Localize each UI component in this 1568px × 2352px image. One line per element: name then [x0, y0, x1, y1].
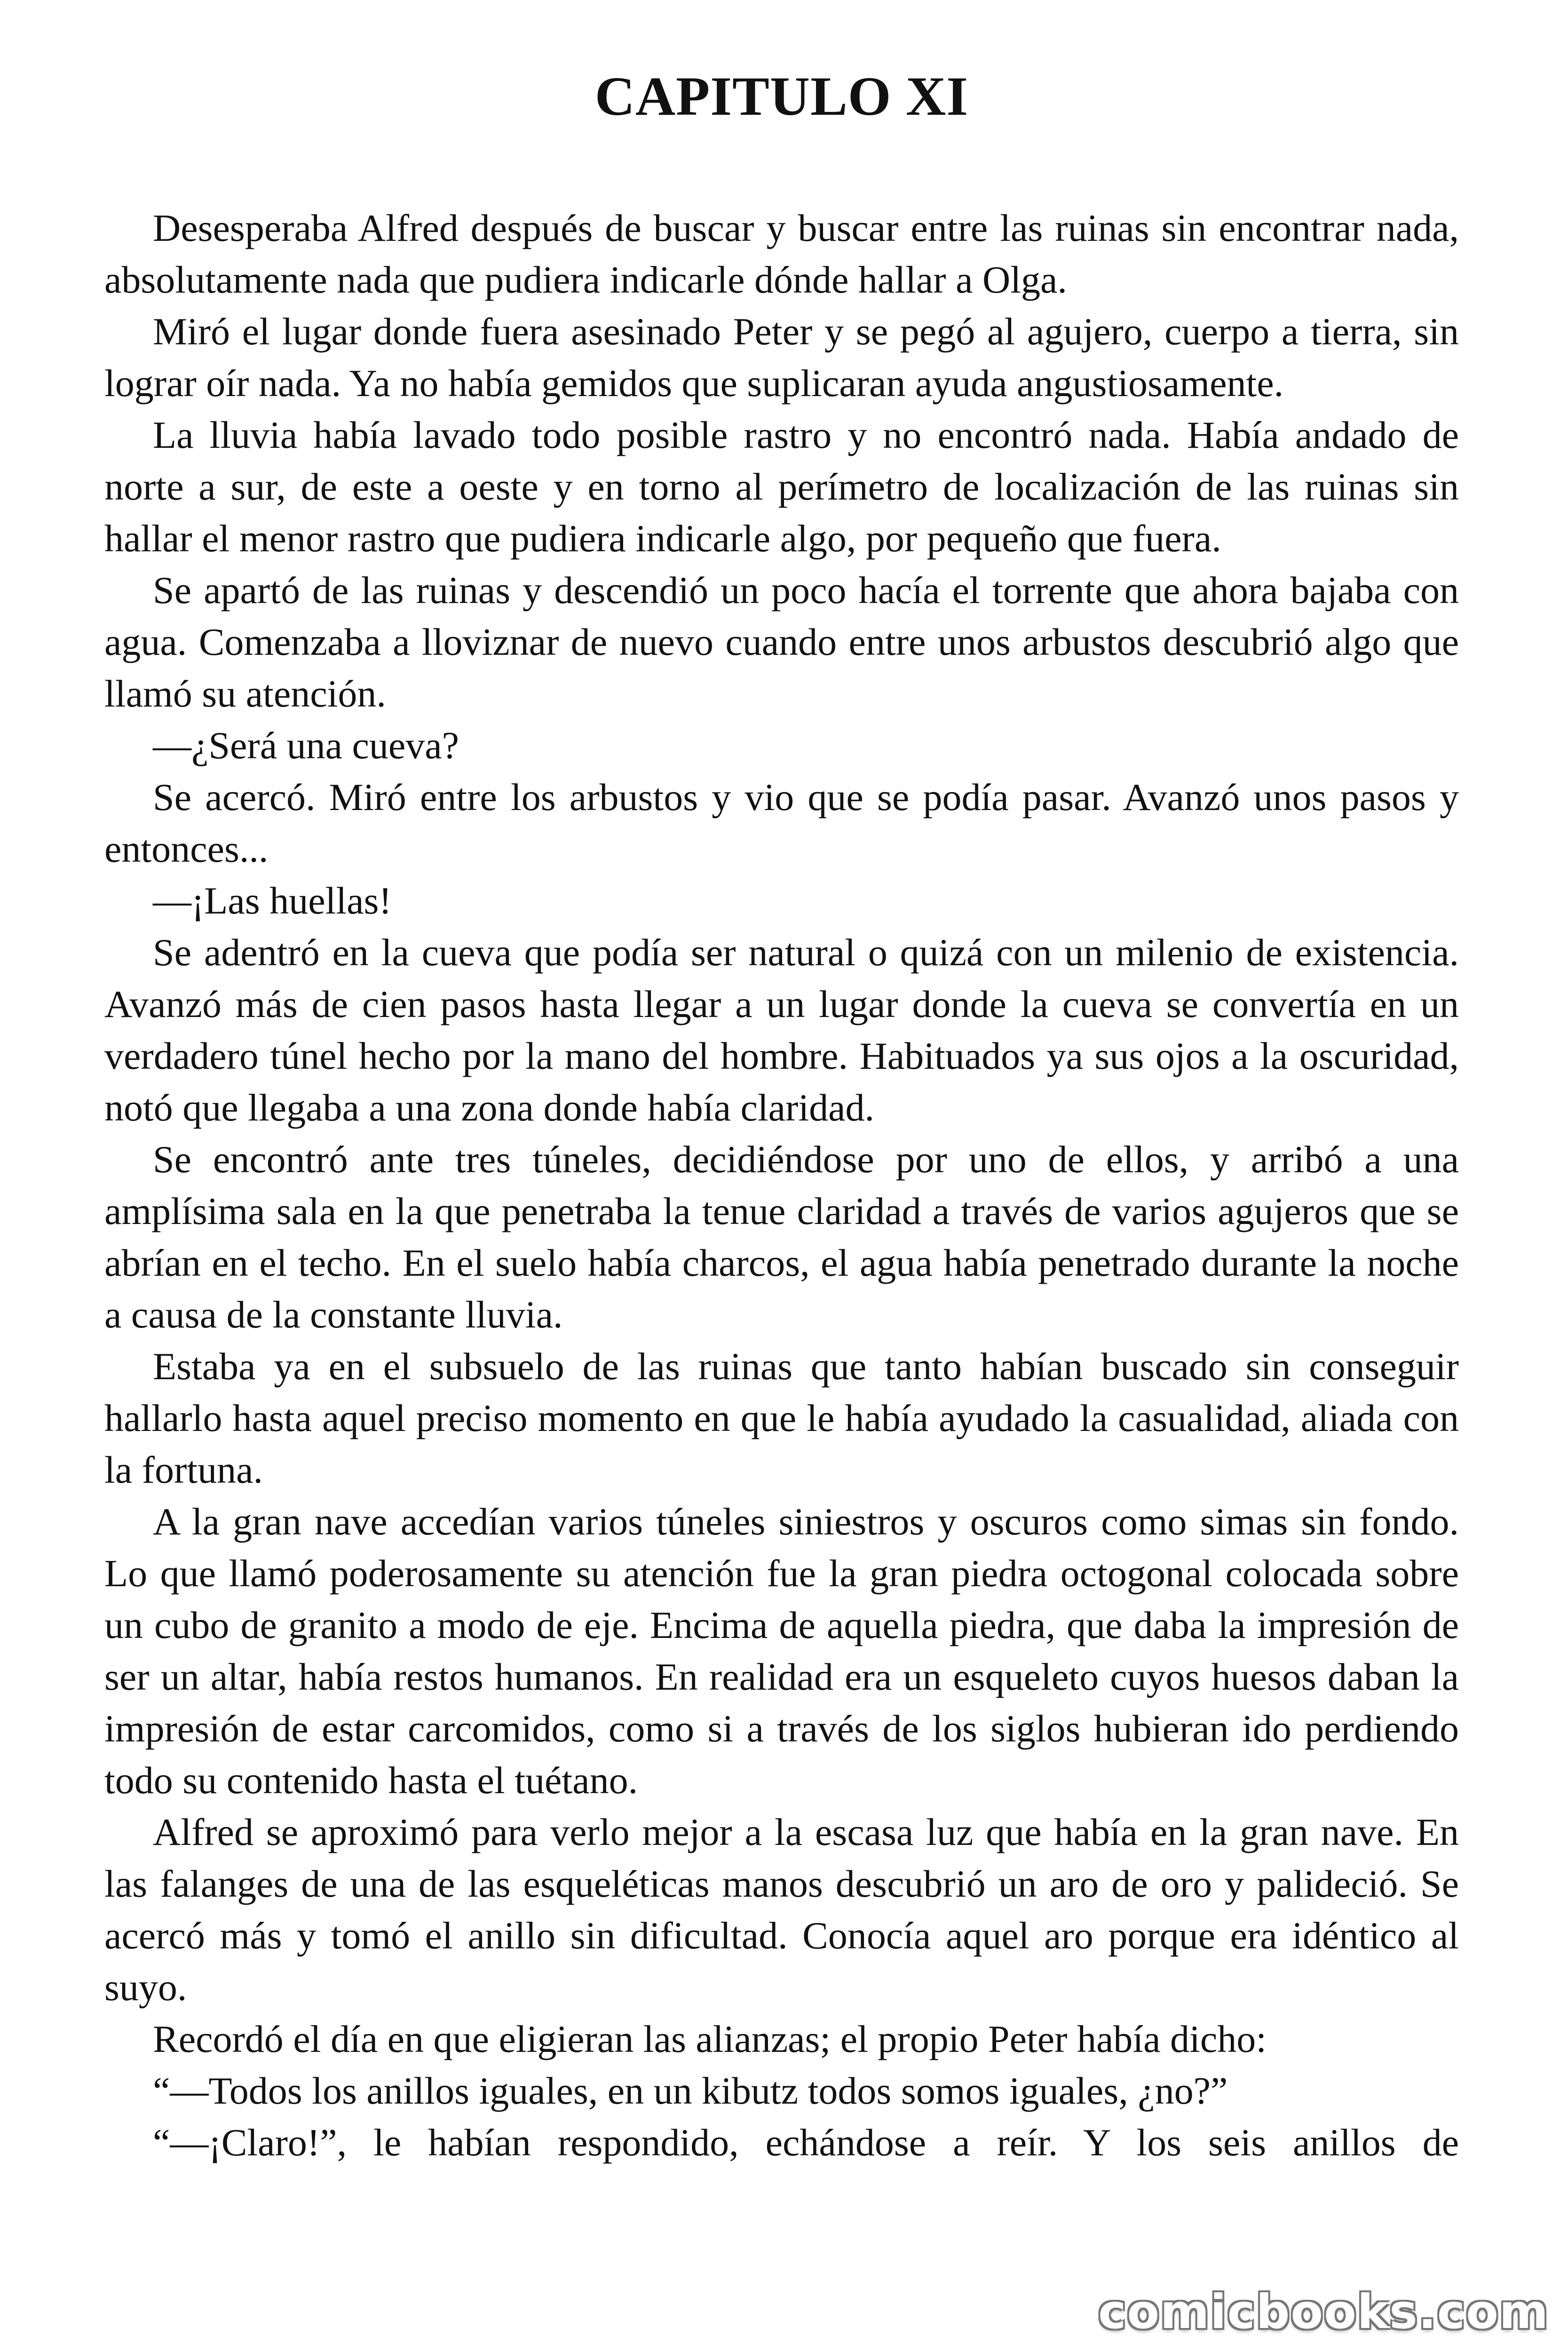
paragraph: Se apartó de las ruinas y descendió un poco hacía el torrente que ahora bajaba con agua. Comenzaba a lloviznar de nuevo cuando entre unos arbustos descubrió algo que llamó su atención.: [104, 569, 1459, 715]
paragraph: Se acercó. Miró entre los arbustos y vio que se podía pasar. Avanzó unos pasos y entonces...: [104, 776, 1459, 870]
paragraph: Desesperaba Alfred después de buscar y buscar entre las ruinas sin encontrar nada, absolutamente nada que pudiera indicarle dónde hallar a Olga.: [104, 207, 1459, 301]
paragraph: Estaba ya en el subsuelo de las ruinas que tanto habían buscado sin conseguir hallarlo hasta aquel preciso momento en que le había ayudado la casualidad, aliada con la fortuna.: [104, 1345, 1459, 1491]
paragraph: A la gran nave accedían varios túneles siniestros y oscuros como simas sin fondo. Lo que llamó poderosamente su atención fue la gran piedra octogonal colocada sobre un cubo de granito a modo de eje. Encima de aquella piedra, que daba la impresión de ser un altar, había restos humanos. En realidad era un esqueleto cuyos huesos daban la impresión de estar carcomidos, como si a través de los siglos hubieran ido perdiendo todo su contenido hasta el tuétano.: [104, 1500, 1459, 1802]
paragraph: Recordó el día en que eligieran las alianzas; el propio Peter había dicho:: [153, 2018, 1267, 2060]
dialogue-line: —¿Será una cueva?: [153, 724, 459, 767]
paragraph: Miró el lugar donde fuera asesinado Peter y se pegó al agujero, cuerpo a tierra, sin lograr oír nada. Ya no había gemidos que suplicaran ayuda angustiosamente.: [104, 310, 1459, 405]
paragraph: Alfred se aproximó para verlo mejor a la escasa luz que había en la gran nave. En las falanges de una de las esqueléticas manos descubrió un aro de oro y palideció. Se acercó más y tomó el anillo sin dificultad. Conocía aquel aro porque era idéntico al suyo.: [104, 1811, 1459, 2009]
dialogue-line: —¡Las huellas!: [153, 879, 392, 922]
paragraph: Se encontró ante tres túneles, decidiéndose por uno de ellos, y arribó a una amplísima sala en la que penetraba la tenue claridad a través de varios agujeros que se abrían en el techo. En el suelo había charcos, el agua había penetrado durante la noche a causa de la constante lluvia.: [104, 1138, 1459, 1336]
chapter-body: [104, 202, 1459, 2169]
paragraph: Se adentró en la cueva que podía ser natural o quizá con un milenio de existencia. Avanzó más de cien pasos hasta llegar a un lugar donde la cueva se convertía en un verdadero túnel hecho por la mano del hombre. Habituados ya sus ojos a la oscuridad, notó que llegaba a una zona donde había claridad.: [104, 931, 1459, 1129]
paragraph: La lluvia había lavado todo posible rastro y no encontró nada. Había andado de norte a sur, de este a oeste y en torno al perímetro de localización de las ruinas sin hallar el menor rastro que pudiera indicarle algo, por pequeño que fuera.: [104, 413, 1459, 560]
watermark: comicbooks.com: [1098, 2284, 1549, 2339]
chapter-title: CAPITULO XI: [594, 65, 969, 127]
paragraph-continued: “—¡Claro!”, le habían respondido, echándose a reír. Y los seis anillos de: [153, 2121, 1459, 2164]
dialogue-line: “—Todos los anillos iguales, en un kibutz todos somos iguales, ¿no?”: [153, 2069, 1228, 2112]
